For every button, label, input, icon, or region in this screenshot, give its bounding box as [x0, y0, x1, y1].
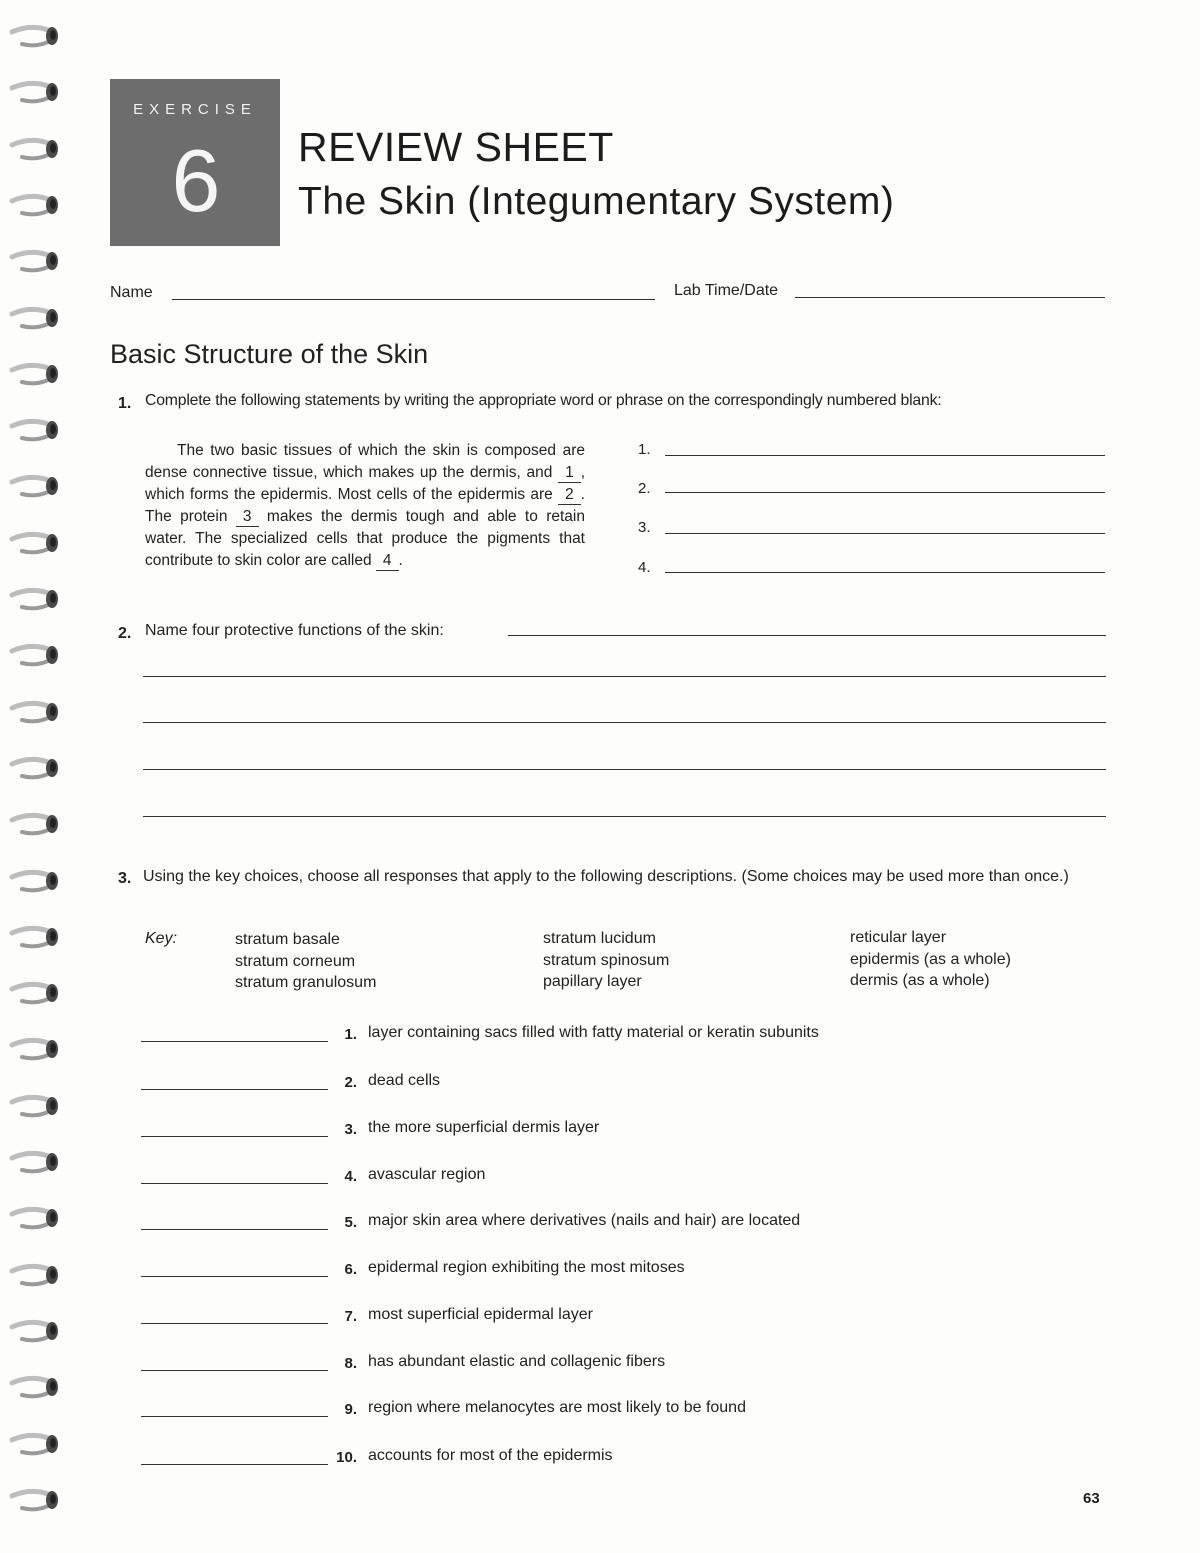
q1-answer-field-3[interactable] [665, 533, 1105, 534]
q3-answer-field[interactable] [141, 1416, 328, 1417]
q2-answer-line[interactable] [143, 769, 1106, 770]
q3-item-text: dead cells [368, 1072, 441, 1089]
q1-blank-3: 3 [236, 508, 259, 527]
binding-ring [8, 1261, 58, 1291]
binding-ring [8, 1373, 58, 1403]
q2-answer-line[interactable] [508, 635, 1106, 636]
q3-answer-field[interactable] [141, 1229, 328, 1230]
key-column [850, 927, 1011, 992]
q3-item-number: 3. [344, 1121, 357, 1138]
key-choice: stratum corneum [235, 952, 356, 970]
q1-blank-2: 2 [558, 486, 581, 505]
key-choice: epidermis (as a whole) [850, 950, 1011, 968]
binding-ring [8, 472, 58, 502]
binding-ring [8, 360, 58, 390]
binding-ring [8, 1148, 58, 1178]
binding-ring [8, 754, 58, 784]
binding-ring [8, 923, 58, 953]
q1-number: 1. [118, 395, 132, 412]
page-subtitle: The Skin (Integumentary System) [298, 180, 895, 223]
q1-text: The two basic tissues of which the skin is composed are dense connective tissue, which makes up the dermis, and [145, 442, 585, 481]
q3-item-text: most superficial epidermal layer [368, 1306, 593, 1323]
q2-number: 2. [118, 625, 132, 642]
q2-answer-line[interactable] [143, 722, 1106, 723]
exercise-label: EXERCISE [133, 101, 257, 118]
key-choice: dermis (as a whole) [850, 972, 990, 989]
q3-answer-field[interactable] [141, 1089, 328, 1090]
q1-text: , which forms the epidermis. Most cells of the epidermis are [145, 464, 585, 503]
q3-answer-field[interactable] [141, 1370, 328, 1371]
binding-ring [8, 1317, 58, 1347]
q1-blank-4: 4 [376, 552, 399, 571]
exercise-badge [110, 79, 280, 246]
q1-answer-number: 2. [638, 480, 651, 497]
binding-ring [8, 1486, 58, 1516]
q3-item-text: accounts for most of the epidermis [368, 1447, 613, 1464]
q3-item-number: 4. [344, 1168, 357, 1185]
q3-item-number: 7. [344, 1308, 357, 1325]
q1-prompt: Complete the following statements by writing the appropriate word or phrase on the correspondingly numbered blank: [145, 392, 942, 409]
q1-text: . [398, 552, 403, 569]
q3-item-number: 8. [344, 1355, 357, 1372]
binding-ring [8, 191, 58, 221]
q1-answer-number: 4. [638, 559, 651, 576]
q1-text: makes the dermis tough and able to retain water. The specialized cells that produce the pigments that contribute to skin color are called [145, 508, 585, 569]
q3-item-number: 5. [344, 1214, 357, 1231]
q3-item-number: 1. [344, 1026, 357, 1043]
q3-answer-field[interactable] [141, 1276, 328, 1277]
q1-paragraph [145, 440, 585, 572]
key-choice: papillary layer [543, 973, 642, 990]
key-choice: reticular layer [850, 929, 947, 946]
q3-number: 3. [118, 870, 132, 887]
binding-ring [8, 416, 58, 446]
q3-item-number: 10. [336, 1449, 357, 1466]
binding-ring [8, 641, 58, 671]
q3-answer-field[interactable] [141, 1136, 328, 1137]
q1-answer-number: 3. [638, 519, 651, 536]
key-label: Key: [145, 930, 178, 947]
binding-ring [8, 585, 58, 615]
key-choice: stratum spinosum [543, 951, 670, 969]
q3-answer-field[interactable] [141, 1041, 328, 1042]
binding-ring [8, 979, 58, 1009]
q1-answer-field-4[interactable] [665, 572, 1105, 573]
q1-answer-field-1[interactable] [665, 455, 1105, 456]
q2-answer-line[interactable] [143, 816, 1106, 817]
section-title: Basic Structure of the Skin [110, 339, 429, 369]
q3-item-text: layer containing sacs filled with fatty material or keratin subunits [368, 1024, 819, 1041]
name-label: Name [110, 284, 153, 301]
binding-ring [8, 304, 58, 334]
name-field[interactable] [172, 299, 655, 300]
binding-ring [8, 1204, 58, 1234]
q1-answer-number: 1. [638, 441, 651, 458]
q3-item-text: the more superficial dermis layer [368, 1119, 600, 1136]
exercise-number: 6 [171, 131, 219, 230]
binding-ring [8, 867, 58, 897]
key-choice: stratum granulosum [235, 974, 377, 991]
q1-answer-field-2[interactable] [665, 492, 1105, 493]
binding-ring [8, 810, 58, 840]
q3-answer-field[interactable] [141, 1183, 328, 1184]
q3-item-text: region where melanocytes are most likely to be found [368, 1399, 746, 1416]
q3-item-number: 9. [344, 1401, 357, 1418]
binding-ring [8, 1035, 58, 1065]
q3-item-text: epidermal region exhibiting the most mitoses [368, 1259, 685, 1276]
q3-item-text: avascular region [368, 1166, 486, 1183]
key-choice: stratum lucidum [543, 930, 656, 947]
binding-ring [8, 529, 58, 559]
binding-ring [8, 135, 58, 165]
q3-item-text: has abundant elastic and collagenic fibers [368, 1353, 666, 1370]
q3-prompt: Using the key choices, choose all responses that apply to the following descriptions. (Some choices may be used more than once.) [143, 868, 1069, 885]
q3-item-text: major skin area where derivatives (nails and hair) are located [368, 1212, 801, 1229]
binding-ring [8, 22, 58, 52]
q3-answer-field[interactable] [141, 1464, 328, 1465]
q3-answer-field[interactable] [141, 1323, 328, 1324]
page-title: REVIEW SHEET [298, 124, 614, 170]
labtime-label: Lab Time/Date [674, 282, 779, 299]
q2-prompt: Name four protective functions of the skin: [145, 622, 444, 639]
binding-ring [8, 247, 58, 277]
key-column [543, 928, 669, 993]
q2-answer-line[interactable] [143, 676, 1106, 677]
q3-item-number: 2. [344, 1074, 357, 1091]
page-number: 63 [1083, 1490, 1100, 1507]
q1-blank-1: 1 [558, 464, 581, 483]
binding-ring [8, 1092, 58, 1122]
key-column [235, 929, 376, 994]
labtime-field[interactable] [795, 297, 1105, 298]
binding-ring [8, 78, 58, 108]
binding-ring [8, 698, 58, 728]
binding-ring [8, 1430, 58, 1460]
q3-item-number: 6. [344, 1261, 357, 1278]
key-choice: stratum basale [235, 931, 340, 948]
q1-text: . The protein [145, 486, 585, 525]
